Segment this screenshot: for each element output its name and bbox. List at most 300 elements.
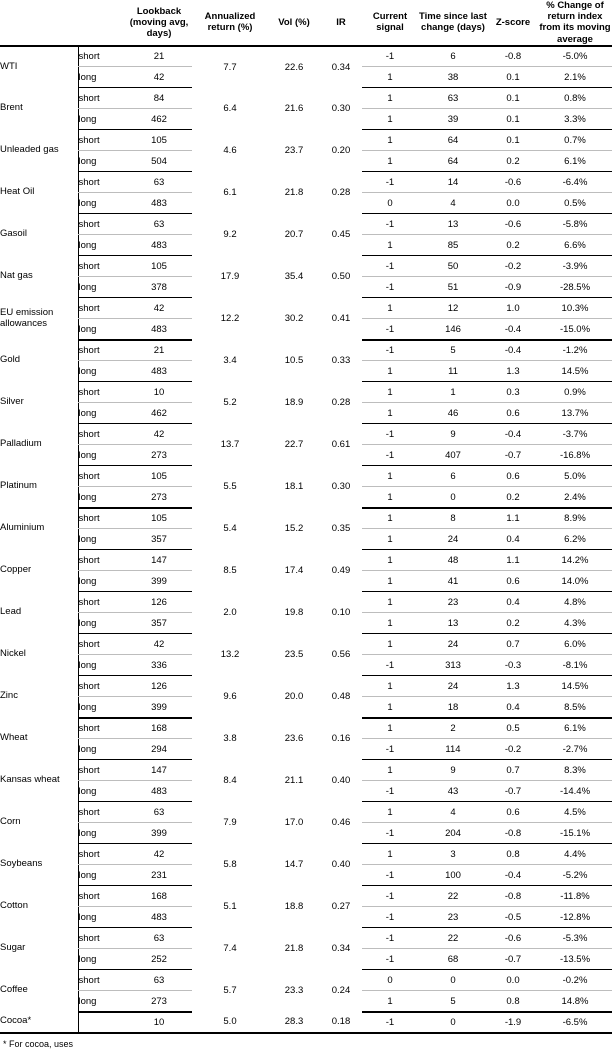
term-label-long: long [78,697,126,718]
time-since-short: 9 [418,424,488,445]
annualized-return: 5.0 [192,1012,268,1033]
vol: 18.8 [268,886,320,928]
table-row [0,928,612,949]
table-row [0,592,612,613]
lookback-short: 42 [126,844,192,865]
lookback-long: 399 [126,697,192,718]
vol: 22.7 [268,424,320,466]
ir: 0.30 [320,88,362,130]
signal-long: -1 [362,949,418,970]
term-label-long: long [78,193,126,214]
lookback-short: 63 [126,928,192,949]
change-short: 14.5% [538,676,612,697]
instrument-name: Lead [0,592,78,634]
change-short: 4.5% [538,802,612,823]
vol: 20.7 [268,214,320,256]
zscore-long: 0.0 [488,193,538,214]
vol: 23.7 [268,130,320,172]
signal-short: 1 [362,382,418,403]
term-label-short: short [78,802,126,823]
term-label-short: short [78,214,126,235]
term-label-long: long [78,277,126,298]
signal-long: 1 [362,235,418,256]
time-since-long: 85 [418,235,488,256]
instrument-name: Heat Oil [0,172,78,214]
lookback-long: 42 [126,67,192,88]
lookback-long: 336 [126,655,192,676]
time-since-long: 51 [418,277,488,298]
change-long: -15.0% [538,319,612,340]
instrument-name: WTI [0,46,78,88]
instrument-name: Sugar [0,928,78,970]
vol: 18.9 [268,382,320,424]
change-long: 6.2% [538,529,612,550]
change-long: 14.5% [538,361,612,382]
annualized-return: 5.8 [192,844,268,886]
instrument-name: Nickel [0,634,78,676]
lookback-short: 42 [126,298,192,319]
vol: 17.4 [268,550,320,592]
change-long: -14.4% [538,781,612,802]
table-row [0,130,612,151]
zscore-short: -0.6 [488,928,538,949]
signal-long: -1 [362,739,418,760]
signal-short: 1 [362,844,418,865]
lookback-short: 10 [126,382,192,403]
lookback-short: 42 [126,634,192,655]
signal-short: 0 [362,970,418,991]
time-since-short: 48 [418,550,488,571]
annualized-return: 13.2 [192,634,268,676]
lookback-long: 357 [126,529,192,550]
annualized-return: 5.1 [192,886,268,928]
signal-long: 1 [362,109,418,130]
annualized-return: 7.9 [192,802,268,844]
annualized-return: 7.4 [192,928,268,970]
zscore-short: 0.7 [488,634,538,655]
time-since-single: 0 [418,1012,488,1033]
term-label-long: long [78,403,126,424]
signal-short: 1 [362,466,418,487]
header-change-vs-ma: % Change of return index from its moving average [539,0,611,45]
zscore-long: -0.7 [488,445,538,466]
lookback-long: 378 [126,277,192,298]
signal-long: 1 [362,67,418,88]
table-row [0,466,612,487]
lookback-short: 147 [126,550,192,571]
ir: 0.34 [320,928,362,970]
ir: 0.28 [320,382,362,424]
time-since-short: 3 [418,844,488,865]
lookback-long: 273 [126,445,192,466]
ir: 0.46 [320,802,362,844]
zscore-long: -0.7 [488,949,538,970]
table-row [0,340,612,361]
signal-short: -1 [362,424,418,445]
change-long: 14.0% [538,571,612,592]
annualized-return: 9.2 [192,214,268,256]
time-since-long: 204 [418,823,488,844]
change-short: -11.8% [538,886,612,907]
lookback-short: 21 [126,340,192,361]
annualized-return: 8.4 [192,760,268,802]
term-label-short: short [78,970,126,991]
signal-long: -1 [362,655,418,676]
vol: 21.1 [268,760,320,802]
change-long: -16.8% [538,445,612,466]
vol: 15.2 [268,508,320,550]
zscore-long: 0.2 [488,613,538,634]
annualized-return: 6.4 [192,88,268,130]
change-short: -3.7% [538,424,612,445]
signal-short: -1 [362,46,418,67]
annualized-return: 5.7 [192,970,268,1012]
ir: 0.10 [320,592,362,634]
ir: 0.48 [320,676,362,718]
instrument-name: Coffee [0,970,78,1012]
lookback-short: 63 [126,214,192,235]
time-since-short: 6 [418,466,488,487]
zscore-short: 0.3 [488,382,538,403]
zscore-short: -0.4 [488,340,538,361]
ir: 0.41 [320,298,362,340]
change-short: 0.9% [538,382,612,403]
lookback-short: 168 [126,718,192,739]
zscore-long: -0.4 [488,865,538,886]
time-since-short: 1 [418,382,488,403]
change-short: -5.8% [538,214,612,235]
time-since-short: 4 [418,802,488,823]
annualized-return: 12.2 [192,298,268,340]
instrument-name: Copper [0,550,78,592]
table-row [0,214,612,235]
instrument-name: Unleaded gas [0,130,78,172]
signal-short: 1 [362,130,418,151]
annualized-return: 2.0 [192,592,268,634]
annualized-return: 6.1 [192,172,268,214]
zscore-long: 0.4 [488,697,538,718]
table-row [0,718,612,739]
term-label-long: long [78,67,126,88]
signal-short: 1 [362,508,418,529]
term-label-long: long [78,823,126,844]
term-label-short: short [78,46,126,67]
zscore-short: 0.6 [488,802,538,823]
vol: 28.3 [268,1012,320,1033]
annualized-return: 3.4 [192,340,268,382]
signal-short: -1 [362,214,418,235]
annualized-return: 8.5 [192,550,268,592]
zscore-short: 0.7 [488,760,538,781]
instrument-name: Wheat [0,718,78,760]
signal-single: -1 [362,1012,418,1033]
zscore-long: 0.4 [488,529,538,550]
term-label-short: short [78,340,126,361]
instrument-name: Platinum [0,466,78,508]
lookback-long: 273 [126,487,192,508]
signal-long: 1 [362,529,418,550]
ir: 0.56 [320,634,362,676]
lookback-long: 357 [126,613,192,634]
zscore-single: -1.9 [488,1012,538,1033]
time-since-short: 24 [418,676,488,697]
signal-short: 1 [362,676,418,697]
zscore-long: -0.5 [488,907,538,928]
zscore-short: 0.8 [488,844,538,865]
header-ir: IR [320,0,362,46]
zscore-long: 0.8 [488,991,538,1012]
change-short: -6.4% [538,172,612,193]
ir: 0.61 [320,424,362,466]
change-short: -5.3% [538,928,612,949]
header-name [0,0,78,46]
time-since-short: 2 [418,718,488,739]
ir: 0.20 [320,130,362,172]
vol: 22.6 [268,46,320,88]
instrument-name: Gold [0,340,78,382]
annualized-return: 3.8 [192,718,268,760]
lookback-short: 147 [126,760,192,781]
ir: 0.27 [320,886,362,928]
time-since-long: 407 [418,445,488,466]
annualized-return: 9.6 [192,676,268,718]
signal-short: 1 [362,802,418,823]
instrument-name: Palladium [0,424,78,466]
change-long: 8.5% [538,697,612,718]
change-long: -13.5% [538,949,612,970]
lookback-short: 105 [126,466,192,487]
time-since-short: 22 [418,886,488,907]
lookback-short: 105 [126,508,192,529]
signal-long: -1 [362,781,418,802]
ir: 0.18 [320,1012,362,1033]
zscore-short: 0.0 [488,970,538,991]
term-label-short: short [78,676,126,697]
ir: 0.40 [320,844,362,886]
lookback-short: 63 [126,970,192,991]
lookback-long: 231 [126,865,192,886]
term-label-long: long [78,865,126,886]
ir: 0.50 [320,256,362,298]
signal-short: -1 [362,172,418,193]
signal-long: -1 [362,445,418,466]
table-row [0,760,612,781]
change-long: -12.8% [538,907,612,928]
term-label-long: long [78,655,126,676]
time-since-short: 9 [418,760,488,781]
time-since-long: 43 [418,781,488,802]
term-label-short: short [78,298,126,319]
header-term [78,0,126,46]
table-row [0,508,612,529]
change-short: 4.4% [538,844,612,865]
lookback-long: 483 [126,193,192,214]
zscore-short: -0.4 [488,424,538,445]
annualized-return: 4.6 [192,130,268,172]
lookback-long: 462 [126,403,192,424]
lookback-long: 294 [126,739,192,760]
vol: 10.5 [268,340,320,382]
change-long: 0.5% [538,193,612,214]
annualized-return: 5.4 [192,508,268,550]
signal-short: 1 [362,592,418,613]
time-since-long: 18 [418,697,488,718]
time-since-long: 5 [418,991,488,1012]
lookback-long: 483 [126,361,192,382]
table-row [0,88,612,109]
lookback-long: 273 [126,991,192,1012]
time-since-long: 100 [418,865,488,886]
term-label-short: short [78,508,126,529]
change-short: 4.8% [538,592,612,613]
change-single: -6.5% [538,1012,612,1033]
change-short: 8.9% [538,508,612,529]
table-row [0,970,612,991]
table-row [0,550,612,571]
vol: 21.8 [268,172,320,214]
term-label-long: long [78,109,126,130]
table-row [0,424,612,445]
header-zscore: Z-score [488,0,538,46]
term-label-long: long [78,361,126,382]
zscore-short: 1.0 [488,298,538,319]
change-short: 6.0% [538,634,612,655]
vol: 23.6 [268,718,320,760]
time-since-short: 63 [418,88,488,109]
lookback-long: 483 [126,907,192,928]
lookback-short: 84 [126,88,192,109]
zscore-short: -0.6 [488,172,538,193]
time-since-long: 64 [418,151,488,172]
annualized-return: 5.2 [192,382,268,424]
zscore-short: 1.3 [488,676,538,697]
term-label-long: long [78,487,126,508]
lookback-long: 399 [126,823,192,844]
zscore-long: 1.3 [488,361,538,382]
time-since-long: 13 [418,613,488,634]
signal-long: 1 [362,697,418,718]
zscore-long: -0.7 [488,781,538,802]
signal-short: -1 [362,928,418,949]
lookback-short: 105 [126,130,192,151]
instrument-name: Cocoa* [0,1012,78,1033]
time-since-short: 50 [418,256,488,277]
change-short: 6.1% [538,718,612,739]
annualized-return: 13.7 [192,424,268,466]
zscore-long: -0.2 [488,739,538,760]
time-since-long: 23 [418,907,488,928]
term-label-short: short [78,718,126,739]
time-since-long: 4 [418,193,488,214]
time-since-long: 24 [418,529,488,550]
ir: 0.34 [320,46,362,88]
term-label-long: long [78,571,126,592]
vol: 23.5 [268,634,320,676]
time-since-long: 146 [418,319,488,340]
change-long: -15.1% [538,823,612,844]
change-long: 4.3% [538,613,612,634]
term-label-short: short [78,172,126,193]
zscore-long: 0.2 [488,235,538,256]
vol: 30.2 [268,298,320,340]
table-row [0,886,612,907]
time-since-long: 0 [418,487,488,508]
ir: 0.49 [320,550,362,592]
vol: 21.8 [268,928,320,970]
signal-long: -1 [362,277,418,298]
change-short: 5.0% [538,466,612,487]
term-label-short: short [78,592,126,613]
ir: 0.35 [320,508,362,550]
table-row [0,676,612,697]
change-long: -28.5% [538,277,612,298]
signal-long: -1 [362,907,418,928]
time-since-short: 14 [418,172,488,193]
vol: 21.6 [268,88,320,130]
lookback-long: 504 [126,151,192,172]
time-since-short: 12 [418,298,488,319]
lookback-short: 168 [126,886,192,907]
zscore-short: -0.2 [488,256,538,277]
signal-short: -1 [362,340,418,361]
signal-long: 1 [362,991,418,1012]
term-label-long: long [78,781,126,802]
signal-short: 1 [362,88,418,109]
table-row [0,634,612,655]
signal-long: 1 [362,403,418,424]
time-since-long: 38 [418,67,488,88]
signal-short: -1 [362,256,418,277]
signal-long: -1 [362,319,418,340]
instrument-name: Silver [0,382,78,424]
zscore-long: -0.9 [488,277,538,298]
signal-short: 1 [362,718,418,739]
lookback-short: 42 [126,424,192,445]
term-label-short: short [78,760,126,781]
table-body [0,46,612,1033]
instrument-name: Brent [0,88,78,130]
term-label-short: short [78,382,126,403]
signal-long: 1 [362,151,418,172]
time-since-short: 6 [418,46,488,67]
zscore-short: -0.6 [488,214,538,235]
term-label-long: long [78,445,126,466]
vol: 35.4 [268,256,320,298]
header-time-since-last-change: Time since last change (days) [418,0,488,46]
instrument-name: Corn [0,802,78,844]
change-long: 6.1% [538,151,612,172]
zscore-long: 0.1 [488,67,538,88]
term-label-long: long [78,613,126,634]
zscore-short: 0.5 [488,718,538,739]
lookback-short: 105 [126,256,192,277]
term-label-short: short [78,550,126,571]
instrument-name: Gasoil [0,214,78,256]
header-vol: Vol (%) [268,0,320,46]
time-since-long: 11 [418,361,488,382]
zscore-short: 0.1 [488,130,538,151]
change-short: -1.2% [538,340,612,361]
change-short: 0.8% [538,88,612,109]
signal-long: 1 [362,361,418,382]
signal-short: 1 [362,634,418,655]
signal-long: 1 [362,613,418,634]
zscore-long: 0.6 [488,403,538,424]
signal-long: -1 [362,865,418,886]
annualized-return: 7.7 [192,46,268,88]
term-label-long: long [78,991,126,1012]
change-short: -3.9% [538,256,612,277]
